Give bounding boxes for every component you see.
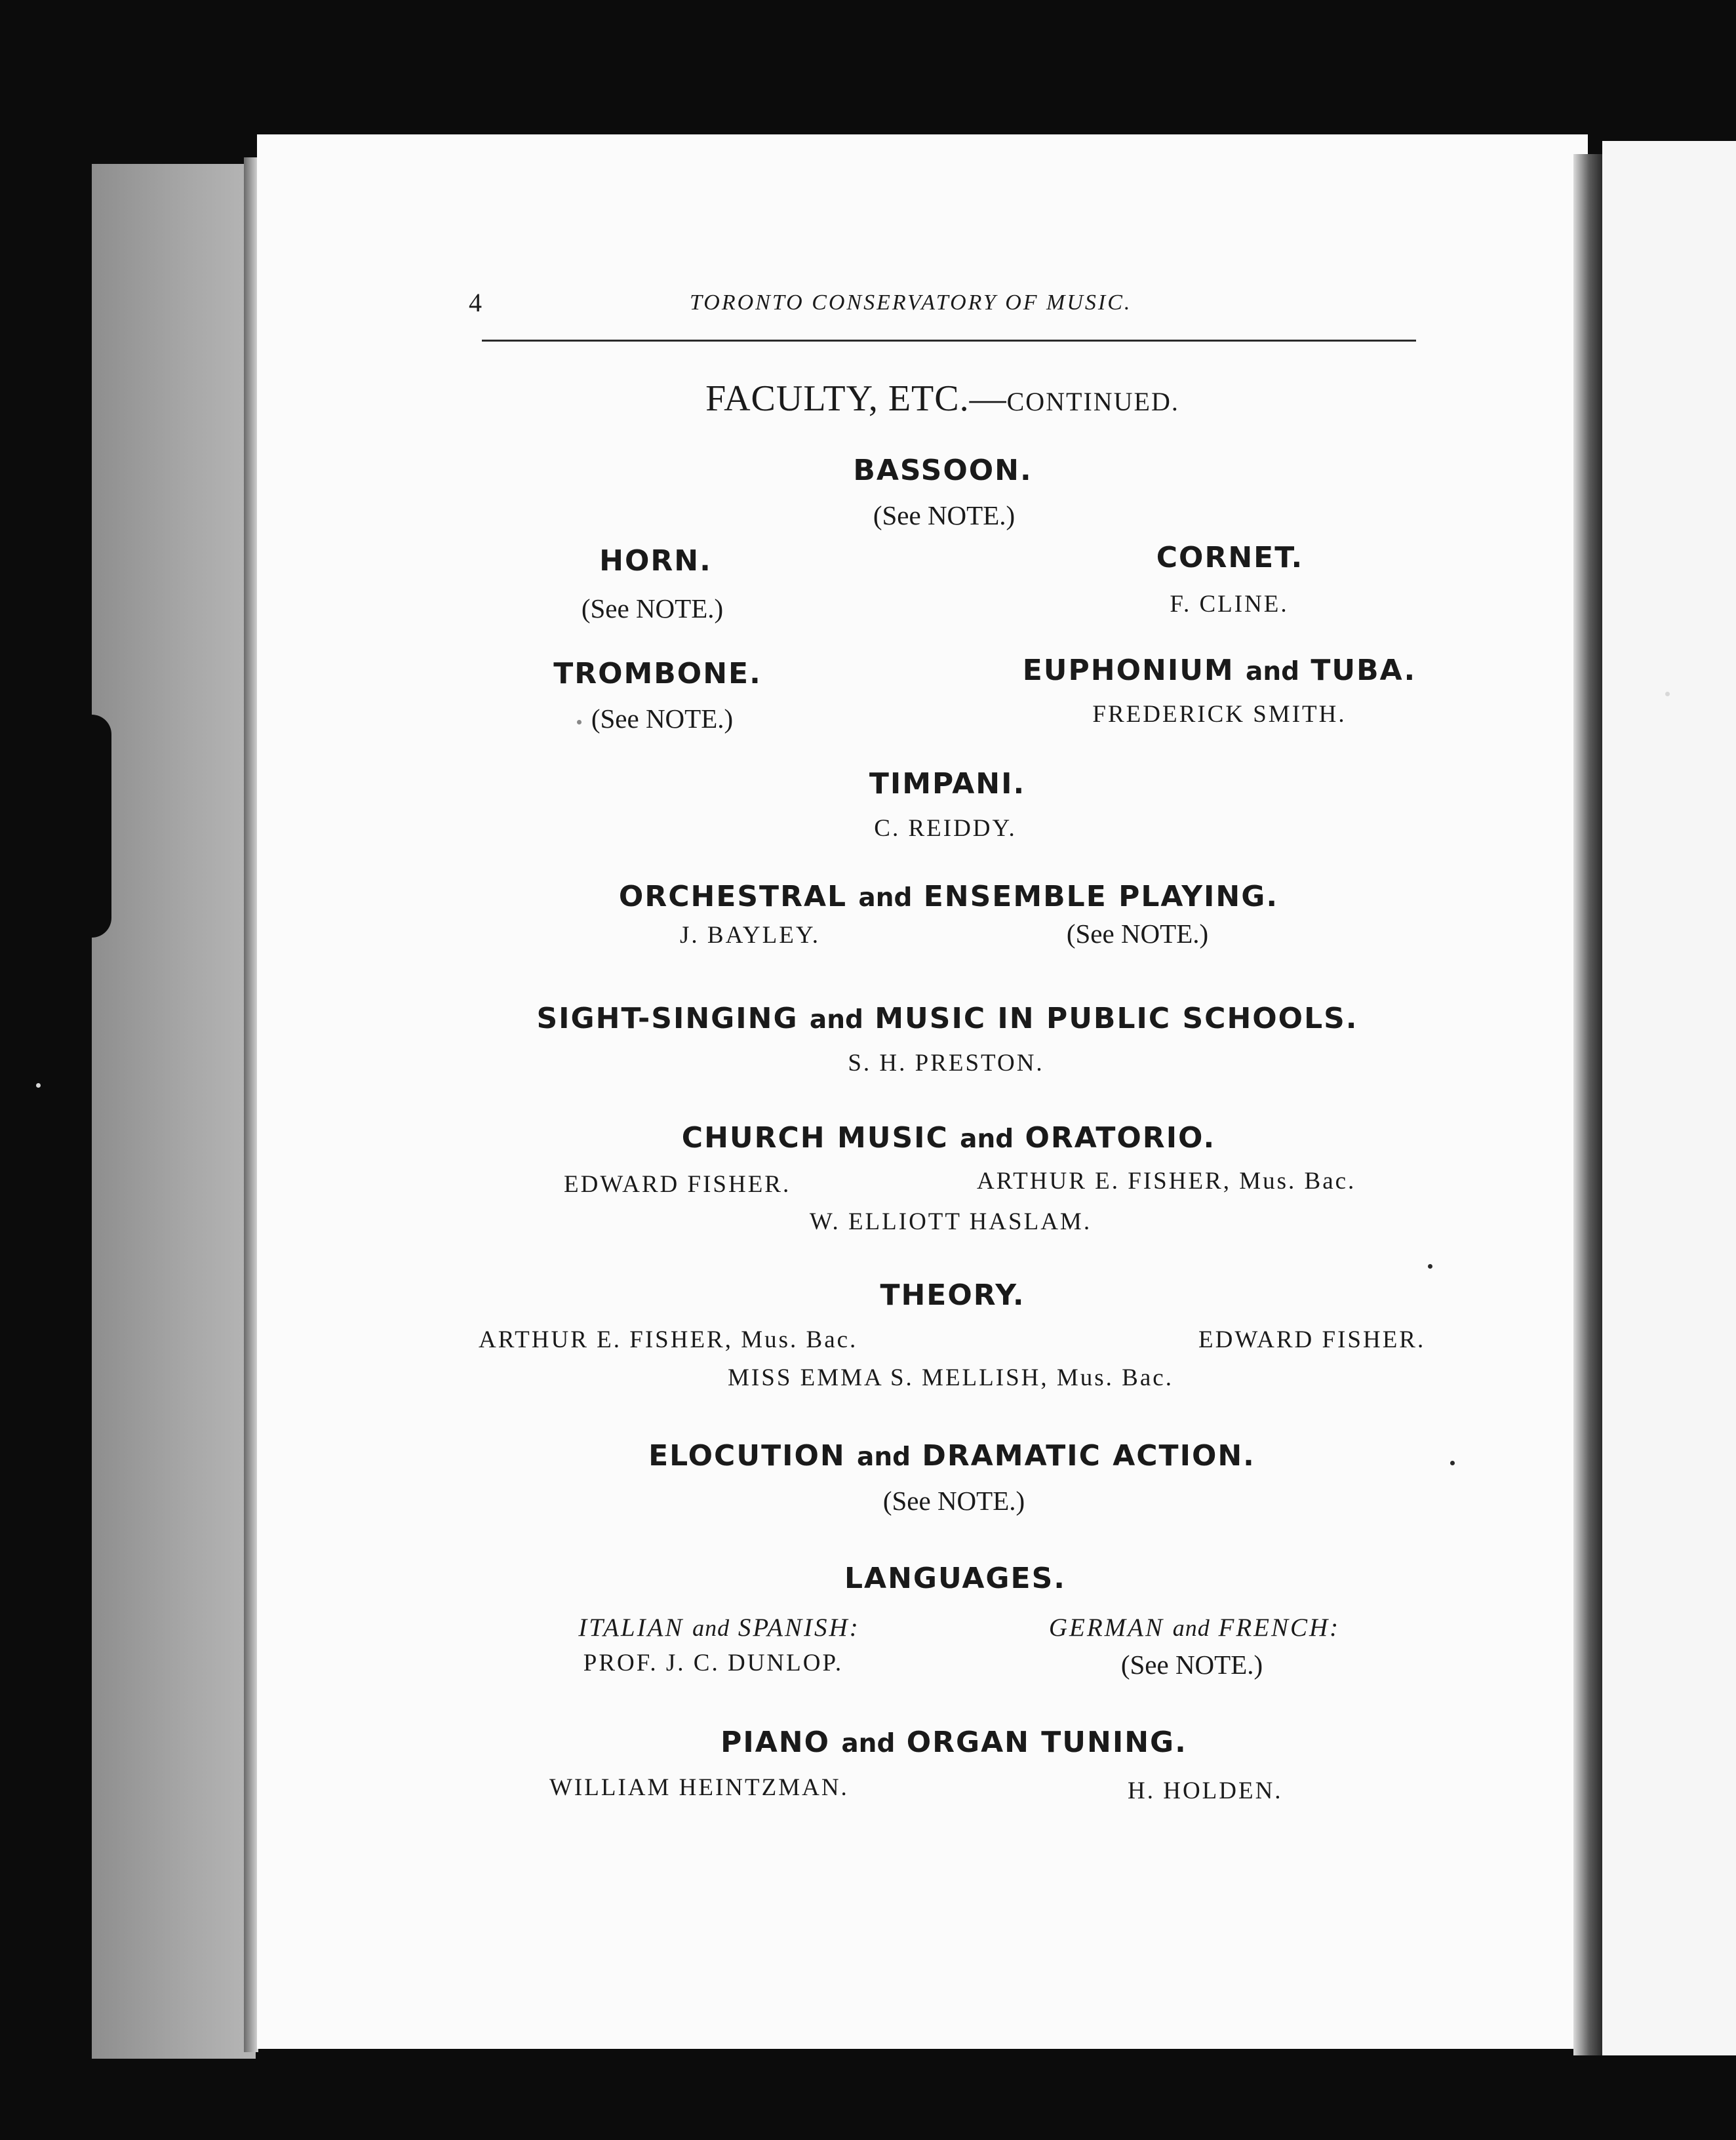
section-trombone-note: (See NOTE.) xyxy=(591,703,734,734)
book-gutter xyxy=(1573,154,1602,2055)
section-theory-name-1: ARTHUR E. FISHER, Mus. Bac. xyxy=(479,1326,858,1353)
section-bassoon-title: BASSOON. xyxy=(853,454,1033,487)
facing-page-edge xyxy=(1602,141,1736,2055)
section-elocution-note: (See NOTE.) xyxy=(882,1486,1025,1516)
section-bassoon-note: (See NOTE.) xyxy=(873,500,1016,530)
section-elocution-title: ELOCUTION and DRAMATIC ACTION. xyxy=(648,1439,1255,1473)
section-church-name-2: ARTHUR E. FISHER, Mus. Bac. xyxy=(977,1168,1356,1195)
page-number: 4 xyxy=(469,288,483,317)
languages-italian-spanish: ITALIAN and SPANISH: xyxy=(578,1614,860,1642)
section-theory-title: THEORY. xyxy=(880,1278,1025,1312)
section-timpani-name: C. REIDDY. xyxy=(874,815,1017,842)
languages-note-2: (See NOTE.) xyxy=(1120,1650,1263,1680)
section-orchestral-note: (See NOTE.) xyxy=(1066,919,1209,949)
languages-german-french: GERMAN and FRENCH: xyxy=(1048,1614,1341,1642)
section-horn-note: (See NOTE.) xyxy=(581,593,724,624)
section-theory-name-3: MISS EMMA S. MELLISH, Mus. Bac. xyxy=(728,1364,1174,1391)
heading-continued: CONTINUED. xyxy=(1006,387,1179,416)
heading-main: FACULTY, ETC.— xyxy=(705,378,1007,419)
section-horn-title: HORN. xyxy=(599,544,712,578)
section-sight-singing-title: SIGHT-SINGING and MUSIC IN PUBLIC SCHOOLS. xyxy=(536,1002,1358,1035)
section-sight-singing-name: S. H. PRESTON. xyxy=(848,1050,1044,1077)
section-cornet-title: CORNET. xyxy=(1156,541,1304,574)
section-tuning-name-2: H. HOLDEN. xyxy=(1128,1777,1283,1804)
scan-speck xyxy=(36,1083,41,1088)
section-church-name-3: W. ELLIOTT HASLAM. xyxy=(809,1208,1092,1235)
languages-name-1: PROF. J. C. DUNLOP. xyxy=(583,1650,844,1676)
section-church-name-1: EDWARD FISHER. xyxy=(564,1171,791,1198)
running-header: TORONTO CONSERVATORY OF MUSIC. xyxy=(690,290,1132,315)
section-tuning-title: PIANO and ORGAN TUNING. xyxy=(720,1726,1187,1759)
section-euphonium-name: FREDERICK SMITH. xyxy=(1092,701,1347,728)
book-cover-edge xyxy=(92,164,256,2059)
section-theory-name-2: EDWARD FISHER. xyxy=(1198,1326,1426,1353)
section-orchestral-title: ORCHESTRAL and ENSEMBLE PLAYING. xyxy=(618,880,1279,913)
section-cornet-name: F. CLINE. xyxy=(1170,591,1289,618)
section-languages-title: LANGUAGES. xyxy=(844,1562,1067,1595)
page-edge-shadow xyxy=(244,157,258,2052)
scan-speck xyxy=(577,720,582,724)
header-rule xyxy=(482,340,1416,342)
scan-speck xyxy=(1665,692,1670,696)
section-euphonium-title: EUPHONIUM and TUBA. xyxy=(1022,654,1417,687)
cover-notch xyxy=(92,715,111,938)
section-trombone-title: TROMBONE. xyxy=(553,657,762,690)
section-timpani-title: TIMPANI. xyxy=(869,767,1026,801)
scan-speck xyxy=(1428,1264,1432,1269)
section-church-title: CHURCH MUSIC and ORATORIO. xyxy=(681,1121,1216,1155)
section-tuning-name-1: WILLIAM HEINTZMAN. xyxy=(549,1774,849,1801)
page xyxy=(257,134,1588,2049)
scan-speck xyxy=(1450,1461,1455,1465)
section-orchestral-name: J. BAYLEY. xyxy=(680,922,821,949)
page-heading xyxy=(0,378,1736,420)
